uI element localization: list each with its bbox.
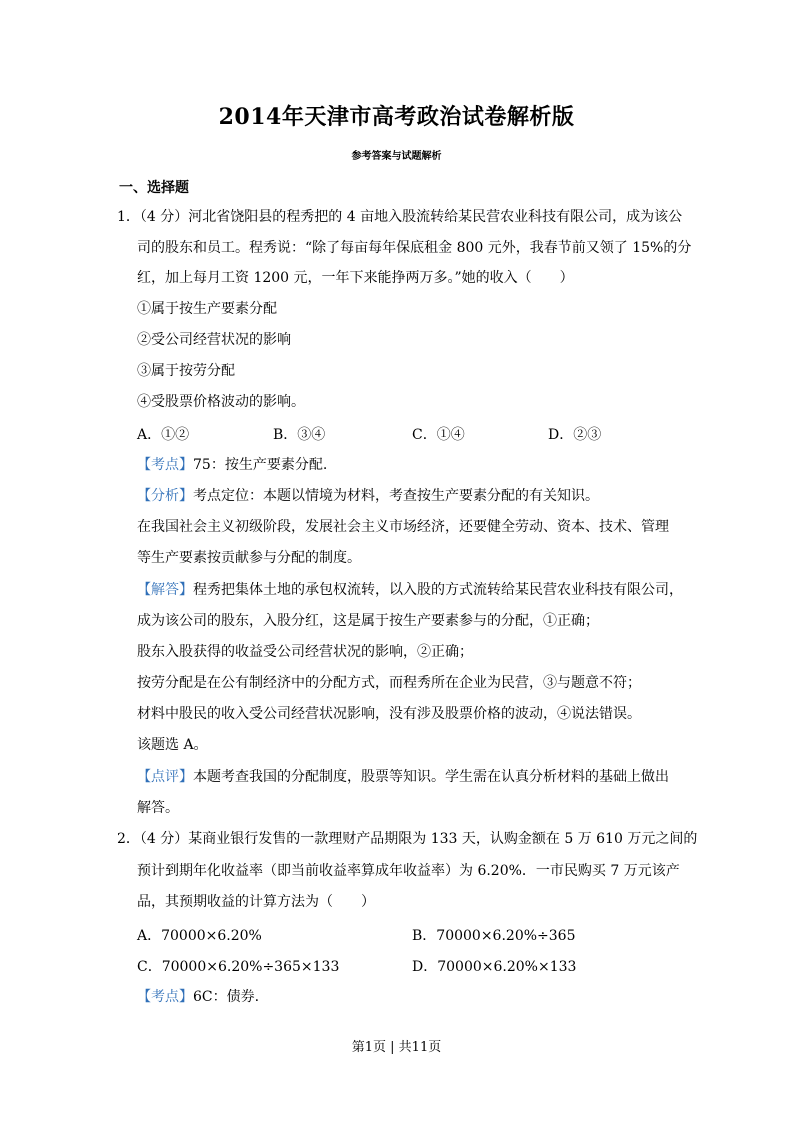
q1-item: ④受股票价格波动的影响。 [137,394,305,410]
q1-option-d: D．②③ [548,427,602,443]
q2-stem-line: 品，其预期收益的计算方法为（ ） [137,894,375,910]
q1-fenxi-line: 在我国社会主义初级阶段，发展社会主义市场经济，还要健全劳动、资本、技术、管理 [137,519,669,535]
q1-stem-line: 红，加上每月工资 1200 元，一年下来能挣两万多。”她的收入（ ） [137,270,574,286]
q1-jieda-line: 股东入股获得的收益受公司经营状况的影响，②正确； [137,644,473,660]
q2-kaodian [137,987,259,1007]
q2-stem-line: 2．（4 分）某商业银行发售的一款理财产品期限为 133 天，认购金额在 5 万 610 万元之间的 [117,831,698,847]
q1-item: ②受公司经营状况的影响 [137,332,291,348]
q1-jieda-line: 该题选 A。 [137,737,208,753]
q1-item: ③属于按劳分配 [137,363,235,379]
q1-stem-line: 1．（4 分）河北省饶阳县的程秀把的 4 亩地入股流转给某民营农业科技有限公司，成为该公 [117,209,683,225]
q1-jieda-line: 按劳分配是在公有制经济中的分配方式，而程秀所在企业为民营，③与题意不符； [137,675,641,691]
dianping-label: 【点评】 [137,769,193,785]
q1-jieda [137,580,683,600]
q2-stem-line: 预计到期年化收益率（即当前收益率算成年收益率）为 6.20%．一市民购买 7 万元该产 [137,863,680,879]
kaodian-label: 【考点】 [137,457,193,473]
jieda-label: 【解答】 [137,582,193,598]
q1-stem-line: 司的股东和员工。程秀说：“除了每亩每年保底租金 800 元外，我春节前又领了 15%的分 [137,240,692,256]
kaodian-text: 6C：债券. [193,989,260,1005]
q1-jieda-line: 成为该公司的股东，入股分红，这是属于按生产要素参与的分配，①正确； [137,613,599,629]
q1-option-c: C．①④ [412,427,465,443]
fenxi-text: 考点定位：本题以情境为材料，考查按生产要素分配的有关知识。 [193,488,599,504]
jieda-text: 程秀把集体土地的承包权流转，以入股的方式流转给某民营农业科技有限公司， [193,582,683,598]
page-footer: 第1页 | 共11页 [351,1040,442,1055]
q1-option-b: B．③④ [273,427,326,443]
document-title: 2014年天津市高考政治试卷解析版 [218,104,575,130]
q1-jieda-line: 材料中股民的收入受公司经营状况影响，没有涉及股票价格的波动，④说法错误。 [137,706,641,722]
q2-option-a: A．70000×6.20% [137,928,262,944]
dianping-text: 本题考查我国的分配制度，股票等知识。学生需在认真分析材料的基础上做出 [193,769,669,785]
q2-option-d: D．70000×6.20%×133 [412,959,577,975]
q1-kaodian [137,455,327,475]
q1-item: ①属于按生产要素分配 [137,301,277,317]
section-heading: 一、选择题 [119,180,189,196]
kaodian-text: 75：按生产要素分配. [193,457,328,473]
q1-fenxi-line: 等生产要素按贡献参与分配的制度。 [137,550,361,566]
kaodian-label: 【考点】 [137,989,193,1005]
q1-dianping-line: 解答。 [137,800,179,816]
document-subtitle: 参考答案与试题解析 [351,151,442,162]
q1-option-a: A．①② [137,427,190,443]
q2-option-c: C．70000×6.20%÷365×133 [137,959,340,975]
q1-fenxi [137,486,599,506]
q2-option-b: B．70000×6.20%÷365 [412,928,576,944]
q1-dianping [137,767,669,787]
fenxi-label: 【分析】 [137,488,193,504]
